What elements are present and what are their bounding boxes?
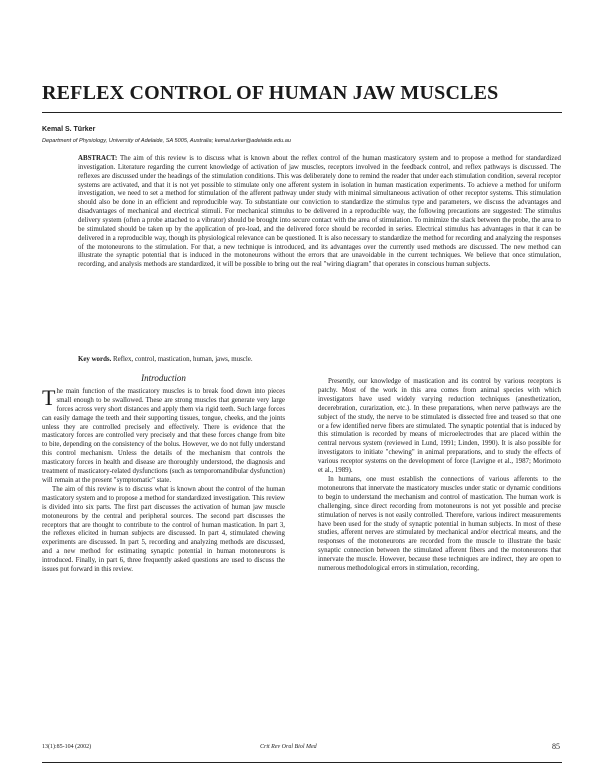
abstract-label: ABSTRACT:: [78, 155, 118, 162]
drop-cap: T: [42, 384, 56, 410]
keywords: [78, 355, 561, 364]
intro-paragraph-2: The aim of this review is to discuss what is known about the control of the human masticatory system and to propose a method for standardized investigation. This review is divided into six parts. The first part discusses the activation of human jaw muscle motoneurons by the central and peripheral sources. The second part discusses the receptors that are thought to contribute to the control of human mastication. In part 3, the reflexes elicited in human subjects are discussed. In part 4, stimulated chewing experiments are discussed. In part 5, recording and analyzing methods are discussed, and a new method for estimating synaptic potential in human motoneurons is introduced. Finally, in part 6, three frequently asked questions are used to discuss the issues put forward in this review.: [42, 485, 285, 574]
abstract-text: The aim of this review is to discuss what is known about the reflex control of the human masticatory system and to propose a method for standardized investigation. Literature regarding the current knowledge of activation of jaw muscles, receptors involved in the feedback control, and reflex pathways is discussed. The reflexes are discussed under the headings of the stimulation conditions. This was deliberately done to remind the reader that under each stimulation condition, several receptor systems are activated, and that it is not yet possible to stimulate only one afferent system in isolation in human mastication experiments. To achieve a method for uniform investigation, we need to set a method for stimulation of the afferent pathway under study with minimal simultaneous activation of other receptor systems. This stimulation should also be done in an efficient and reproducible way. To substantiate our conviction to standardize the stimulus type and parameters, we discuss the advantages and disadvantages of mechanical and electrical stimuli. For mechanical stimulus to be delivered in a reproducible way, the following precautions are suggested: The stimulus delivery system (often a probe attached to a vibrator) should be brought into secure contact with the area of stimulation. To minimize the slack between the probe, the area to be stimulated should be taken up by the application of pre-load, and the delivered force should be recorded in series. Electrical stimulus has advantages in that it can be delivered in a reproducible way, though its physiological relevance can be questioned. It is also necessary to standardize the method for recording and analyzing the responses of the motoneurons to the stimulation. For that, a new technique is introduced, and its advantages over the currently used methods are discussed. The new method can illustrate the synaptic potential that is induced in the motoneurons without the errors that are unavoidable in the current techniques. We believe that once stimulation, recording, and analysis methods are standardized, it will be possible to bring out the real "wiring diagram" that operates in conscious human subjects.: [78, 155, 561, 269]
keywords-text: Reflex, control, mastication, human, jaws, muscle.: [113, 356, 253, 363]
keywords-label: Key words.: [78, 356, 112, 363]
right-column: [318, 378, 561, 574]
intro-paragraph-4: In humans, one must establish the connections of various afferents to the motoneurons that innervate the masticatory muscles under static or dynamic conditions to begin to understand the mechanism and control of mastication. The human work is challenging, since direct recording from motoneurons is not yet possible and precise stimulation of nerves is not easily controlled. Therefore, various indirect measurements have been used for the study of synaptic potential in human subjects. In most of these studies, afferent nerves are stimulated by mechanical and/or electrical means, and the responses of the motoneurons are recorded from the muscle to illustrate the basic synaptic connection between the stimulated afferent fibers and the motoneurons that innervate the muscle. However, because these techniques are indirect, they are open to numerous methodological errors in stimulation, recording,: [318, 475, 561, 573]
article-title: REFLEX CONTROL OF HUMAN JAW MUSCLES: [42, 82, 499, 104]
footer-volume: 13(1):85-104 (2002): [42, 744, 92, 750]
abstract: [78, 155, 561, 270]
footer-page-number: 85: [552, 742, 560, 751]
intro-paragraph-3: Presently, our knowledge of mastication and its control by various receptors is patchy. Most of the work in this area comes from animal species with which investigators have used widely varying reduction techniques (anesthetization, decerebration, curarization, etc.). In these preparations, when nerve pathways are the subject of the study, the nerve to be stimulated is dissected free and teased so that one or a few identified nerve fibers are stimulated. The synaptic potential that is induced by this stimulation is recorded by means of microelectrodes that are placed within the central nervous system (reviewed in Lund, 1991; Linden, 1990). It is also possible for investigators to initiate "chewing" in animal preparations, and to study the effects of various receptor systems on the development of force (Lavigne et al., 1987; Morimoto et al., 1989).: [318, 378, 561, 475]
author-name: Kemal S. Türker: [42, 126, 96, 133]
footer-rule: [42, 762, 562, 763]
footer-journal: Crit Rev Oral Biol Med: [260, 744, 317, 750]
title-rule: [42, 112, 562, 113]
left-column: [42, 374, 285, 575]
intro-paragraph-1: [42, 384, 285, 486]
section-heading-introduction: Introduction: [141, 373, 186, 383]
author-affiliation: Department of Physiology, University of Adelaide, SA 5005, Australia; kemal.turker@adelaide.edu.au: [42, 138, 292, 144]
intro-paragraph-1-text: he main function of the masticatory muscles is to break food down into pieces small enough to be swallowed. These are strong muscles that generate very large forces across very short distances and apply them via rigid teeth. Such large forces can easily damage the teeth and their supporting tissues, tongue, cheeks, and the joints unless they are controlled precisely and effectively. There is evidence that the masticatory forces are controlled very precisely and that these forces change from bite to bite, depending on the consistency of the bolus. However, we do not fully understand this control mechanism. Unless the details of the mechanism that controls the masticatory forces in health and disease are thoroughly understood, the diagnosis and treatment of masticatory-related dysfunctions (such as temporomandibular dysfunction) will remain at the present "symptomatic" state.: [42, 387, 285, 484]
